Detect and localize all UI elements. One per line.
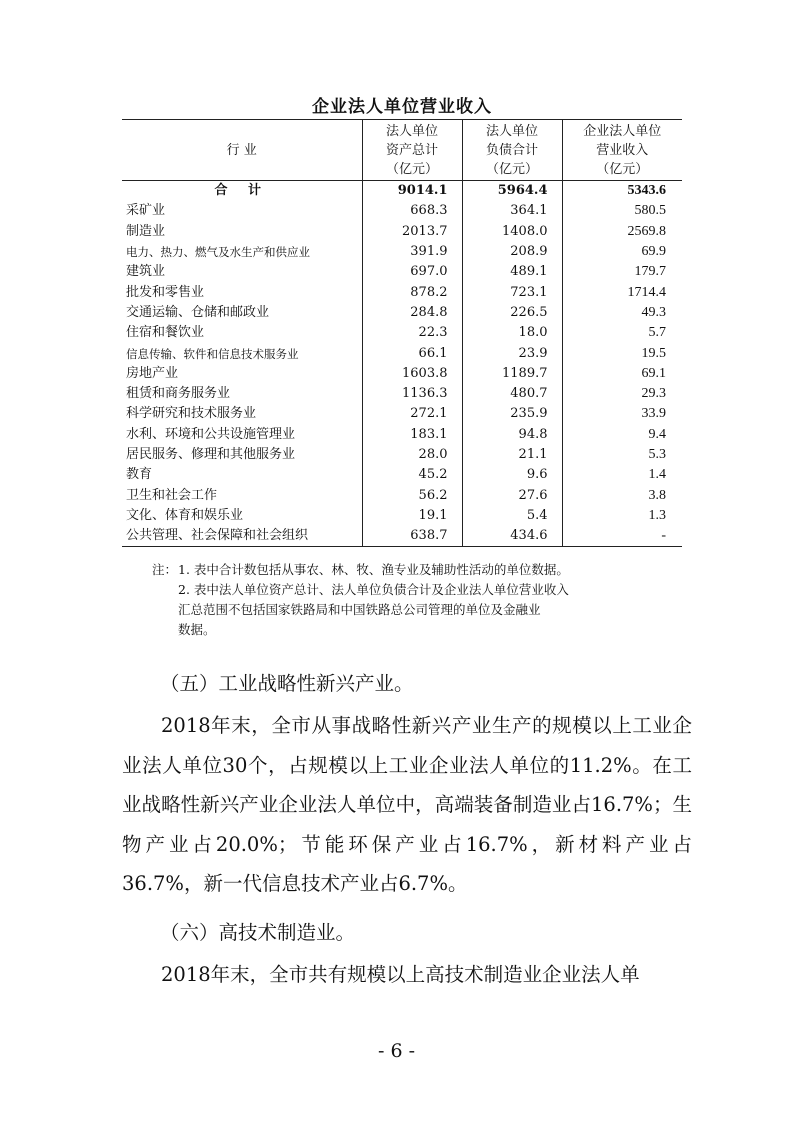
section-5-body xyxy=(122,706,692,904)
note-1-text: 1. 表中合计数包括从事农、林、牧、渔专业及辅助性活动的单位数据。 xyxy=(178,562,569,577)
row-industry: 交通运输、仓储和邮政业 xyxy=(126,304,270,320)
row-assets: 668.3 xyxy=(362,201,462,221)
header-assets-line3: （亿元） xyxy=(385,162,438,177)
row-assets: 28.0 xyxy=(362,445,462,465)
header-assets-line1: 法人单位 xyxy=(385,124,438,139)
row-industry: 文化、体育和娱乐业 xyxy=(126,507,244,523)
section-6-body xyxy=(122,955,692,995)
header-revenue-line2: 营业收入 xyxy=(596,143,649,158)
row-revenue: 69.9 xyxy=(562,242,682,262)
row-industry: 信息传输、软件和信息技术服务业 xyxy=(126,346,299,361)
row-industry: 合 计 xyxy=(214,183,270,199)
row-assets: 1603.8 xyxy=(362,364,462,384)
row-revenue: 9.4 xyxy=(562,425,682,445)
row-industry: 批发和零售业 xyxy=(126,284,205,300)
note-label: 注： xyxy=(152,562,178,577)
table-row xyxy=(122,465,682,485)
header-liabilities xyxy=(462,120,562,181)
table-row xyxy=(122,262,682,282)
table-row xyxy=(122,445,682,465)
row-revenue: 69.1 xyxy=(562,364,682,384)
row-revenue: - xyxy=(562,526,682,547)
row-industry: 公共管理、社会保障和社会组织 xyxy=(122,526,362,547)
row-industry: 租赁和商务服务业 xyxy=(126,386,231,402)
row-assets: 391.9 xyxy=(362,242,462,262)
section-6-heading: （六）高技术制造业。 xyxy=(160,921,356,944)
page-number: - 6 - xyxy=(377,1040,415,1062)
row-revenue: 5.7 xyxy=(562,323,682,343)
row-assets: 2013.7 xyxy=(362,222,462,242)
row-liabilities: 27.6 xyxy=(462,485,562,505)
row-assets: 45.2 xyxy=(362,465,462,485)
row-liabilities: 489.1 xyxy=(462,262,562,282)
row-revenue: 5343.6 xyxy=(562,181,682,202)
row-revenue: 33.9 xyxy=(562,404,682,424)
table-row xyxy=(122,485,682,505)
row-revenue: 2569.8 xyxy=(562,222,682,242)
note-2 xyxy=(152,580,692,600)
row-revenue: 1.3 xyxy=(562,506,682,526)
row-industry: 建筑业 xyxy=(126,264,166,280)
row-assets: 272.1 xyxy=(362,404,462,424)
table-row xyxy=(122,222,682,242)
row-revenue: 3.8 xyxy=(562,485,682,505)
table-row xyxy=(122,343,682,363)
table-row xyxy=(122,303,682,323)
row-industry: 居民服务、修理和其他服务业 xyxy=(126,447,296,462)
table-row xyxy=(122,506,682,526)
row-revenue: 179.7 xyxy=(562,262,682,282)
row-liabilities: 1408.0 xyxy=(462,222,562,242)
table-row xyxy=(122,323,682,343)
row-liabilities: 226.5 xyxy=(462,303,562,323)
row-liabilities: 208.9 xyxy=(462,242,562,262)
row-assets: 56.2 xyxy=(362,485,462,505)
table-row xyxy=(122,242,682,262)
row-assets: 878.2 xyxy=(362,282,462,302)
row-liabilities: 235.9 xyxy=(462,404,562,424)
row-liabilities: 434.6 xyxy=(462,526,562,547)
row-assets: 1136.3 xyxy=(362,384,462,404)
row-revenue: 49.3 xyxy=(562,303,682,323)
row-liabilities: 1189.7 xyxy=(462,364,562,384)
table-header-row xyxy=(122,120,682,181)
note-2-line2: 汇总范围不包括国家铁路局和中国铁路总公司管理的单位及金融业 xyxy=(178,602,541,617)
row-revenue: 5.3 xyxy=(562,445,682,465)
row-revenue: 580.5 xyxy=(562,201,682,221)
row-industry: 住宿和餐饮业 xyxy=(126,325,205,341)
row-liabilities: 9.6 xyxy=(462,465,562,485)
note-spacer xyxy=(152,580,178,600)
row-assets: 19.1 xyxy=(362,506,462,526)
row-assets: 638.7 xyxy=(362,526,462,547)
row-liabilities: 723.1 xyxy=(462,282,562,302)
section-5-heading: （五）工业战略性新兴产业。 xyxy=(160,672,414,695)
row-industry: 卫生和社会工作 xyxy=(126,487,218,503)
header-assets xyxy=(362,120,462,181)
table-row xyxy=(122,364,682,384)
row-assets: 66.1 xyxy=(362,343,462,363)
row-assets: 284.8 xyxy=(362,303,462,323)
note-2-line3: 数据。 xyxy=(178,622,216,637)
header-assets-line2: 资产总计 xyxy=(385,143,438,158)
header-liabilities-line2: 负债合计 xyxy=(485,143,538,158)
row-liabilities: 94.8 xyxy=(462,425,562,445)
row-industry: 采矿业 xyxy=(126,203,166,219)
row-liabilities: 18.0 xyxy=(462,323,562,343)
row-assets: 9014.1 xyxy=(362,181,462,202)
header-revenue-line3: （亿元） xyxy=(596,162,649,177)
header-liabilities-line1: 法人单位 xyxy=(485,124,538,139)
table-row xyxy=(122,201,682,221)
row-industry: 教育 xyxy=(126,467,153,483)
row-industry: 电力、热力、燃气及水生产和供应业 xyxy=(126,245,310,260)
row-revenue: 1.4 xyxy=(562,465,682,485)
row-liabilities: 23.9 xyxy=(462,343,562,363)
row-assets: 22.3 xyxy=(362,323,462,343)
row-liabilities: 364.1 xyxy=(462,201,562,221)
header-revenue xyxy=(562,120,682,181)
header-liabilities-line3: （亿元） xyxy=(485,162,538,177)
table-row-total xyxy=(122,181,682,202)
row-industry: 水利、环境和公共设施管理业 xyxy=(126,426,296,442)
note-2-line1: 2. 表中法人单位资产总计、法人单位负债合计及企业法人单位营业收入 xyxy=(178,582,569,597)
row-liabilities: 480.7 xyxy=(462,384,562,404)
row-assets: 697.0 xyxy=(362,262,462,282)
table-row xyxy=(122,404,682,424)
section-5-paragraph: 2018年末，全市从事战略性新兴产业生产的规模以上工业企业法人单位30个，占规模以上工业企业法人单位的11.2%。在工业战略性新兴产业企业法人单位中，高端装备制造业占16.7%；生物产业占20.0%；节能环保产业占16.7%，新材料产业占36.7%，新一代信息技术产业占6.7%。 xyxy=(122,714,692,895)
header-revenue-line1: 企业法人单位 xyxy=(583,124,662,139)
row-revenue: 19.5 xyxy=(562,343,682,363)
table-notes xyxy=(152,560,692,640)
row-revenue: 1714.4 xyxy=(562,282,682,302)
row-industry: 科学研究和技术服务业 xyxy=(126,406,257,422)
note-1 xyxy=(152,560,692,580)
section-6-paragraph: 2018年末，全市共有规模以上高技术制造业企业法人单 xyxy=(161,963,640,986)
row-industry: 制造业 xyxy=(126,223,166,239)
table-row xyxy=(122,526,682,547)
table-title: 企业法人单位营业收入 xyxy=(312,97,492,117)
row-assets: 183.1 xyxy=(362,425,462,445)
row-liabilities: 21.1 xyxy=(462,445,562,465)
table-row xyxy=(122,384,682,404)
table-row xyxy=(122,425,682,445)
row-industry: 房地产业 xyxy=(126,365,179,381)
row-revenue: 29.3 xyxy=(562,384,682,404)
row-liabilities: 5.4 xyxy=(462,506,562,526)
row-liabilities: 5964.4 xyxy=(462,181,562,202)
revenue-table xyxy=(122,119,682,547)
header-industry: 行 业 xyxy=(226,143,257,158)
table-row xyxy=(122,282,682,302)
